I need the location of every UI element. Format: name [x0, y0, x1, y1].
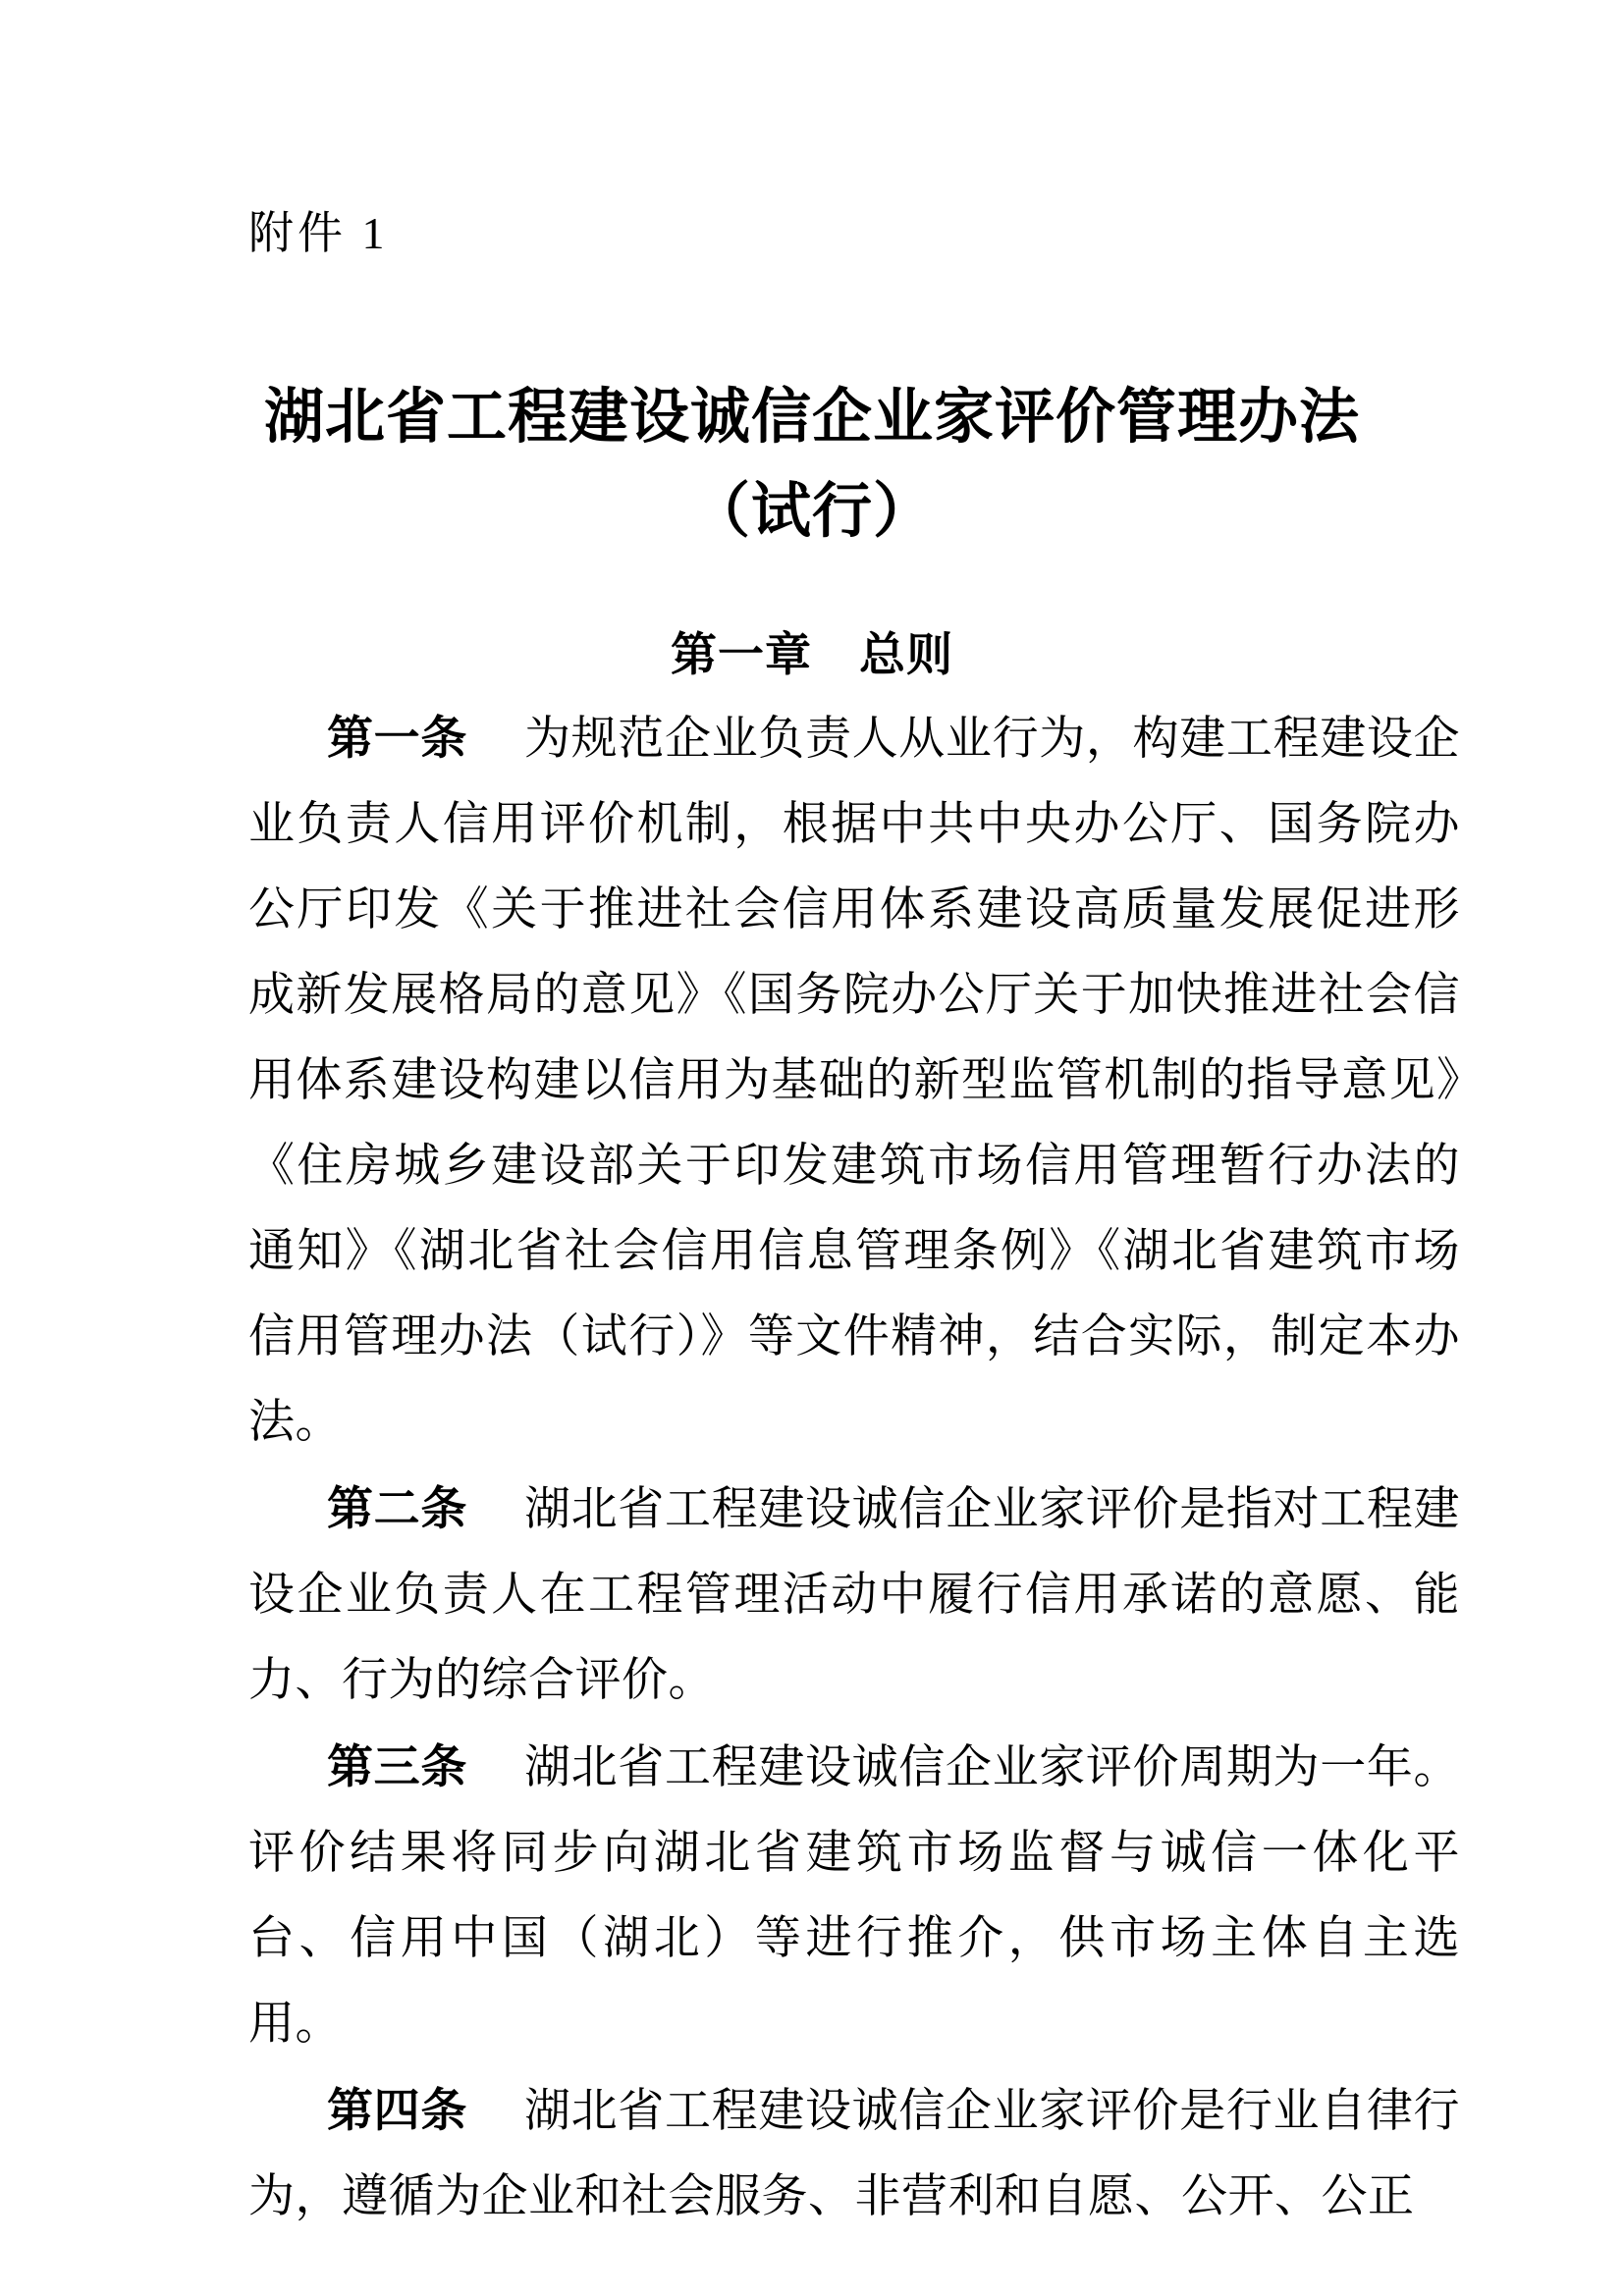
article-paragraph-4 — [248, 2067, 1460, 2240]
article-1-label: 第一条 — [327, 712, 467, 764]
article-4-text: 湖北省工程建设诚信企业家评价是行业自律行为，遵循为企业和社会服务、非营利和自愿、公开、公正 — [248, 2086, 1461, 2222]
article-3-label: 第三条 — [327, 1740, 467, 1792]
document-title-line-1: 湖北省工程建设诚信企业家评价管理办法 — [263, 383, 1360, 450]
article-1-text: 为规范企业负责人从业行为，构建工程建设企业负责人信用评价机制，根据中共中央办公厅、国务院办公厅印发《关于推进社会信用体系建设高质量发展促进形成新发展格局的意见》《国务院办公厅关于加快推进社会信用体系建设构建以信用为基础的新型监管机制的指导意见》《住房城乡建设部关于印发建筑市场信用管理暂行办法的通知》《湖北省社会信用信息管理条例》《湖北省建筑市场信用管理办法（试行）》等文件精神，结合实际，制定本办法。 — [248, 714, 1461, 1448]
article-4-label: 第四条 — [327, 2084, 467, 2136]
document-title — [0, 369, 1624, 558]
article-2-label: 第二条 — [327, 1482, 467, 1534]
article-paragraph-3 — [248, 1724, 1460, 2067]
article-paragraph-1 — [248, 695, 1460, 1466]
document-body — [248, 695, 1460, 2240]
article-2-text: 湖北省工程建设诚信企业家评价是指对工程建设企业负责人在工程管理活动中履行信用承诺的意愿、能力、行为的综合评价。 — [248, 1484, 1461, 1706]
chapter-heading: 第一章 总则 — [671, 628, 953, 680]
document-title-line-2: （试行） — [689, 477, 934, 544]
attachment-label: 附件 1 — [248, 208, 389, 258]
article-3-text: 湖北省工程建设诚信企业家评价周期为一年。评价结果将同步向湖北省建筑市场监督与诚信一体化平台、信用中国（湖北）等进行推介，供市场主体自主选用。 — [248, 1742, 1461, 2050]
article-paragraph-2 — [248, 1466, 1460, 1724]
